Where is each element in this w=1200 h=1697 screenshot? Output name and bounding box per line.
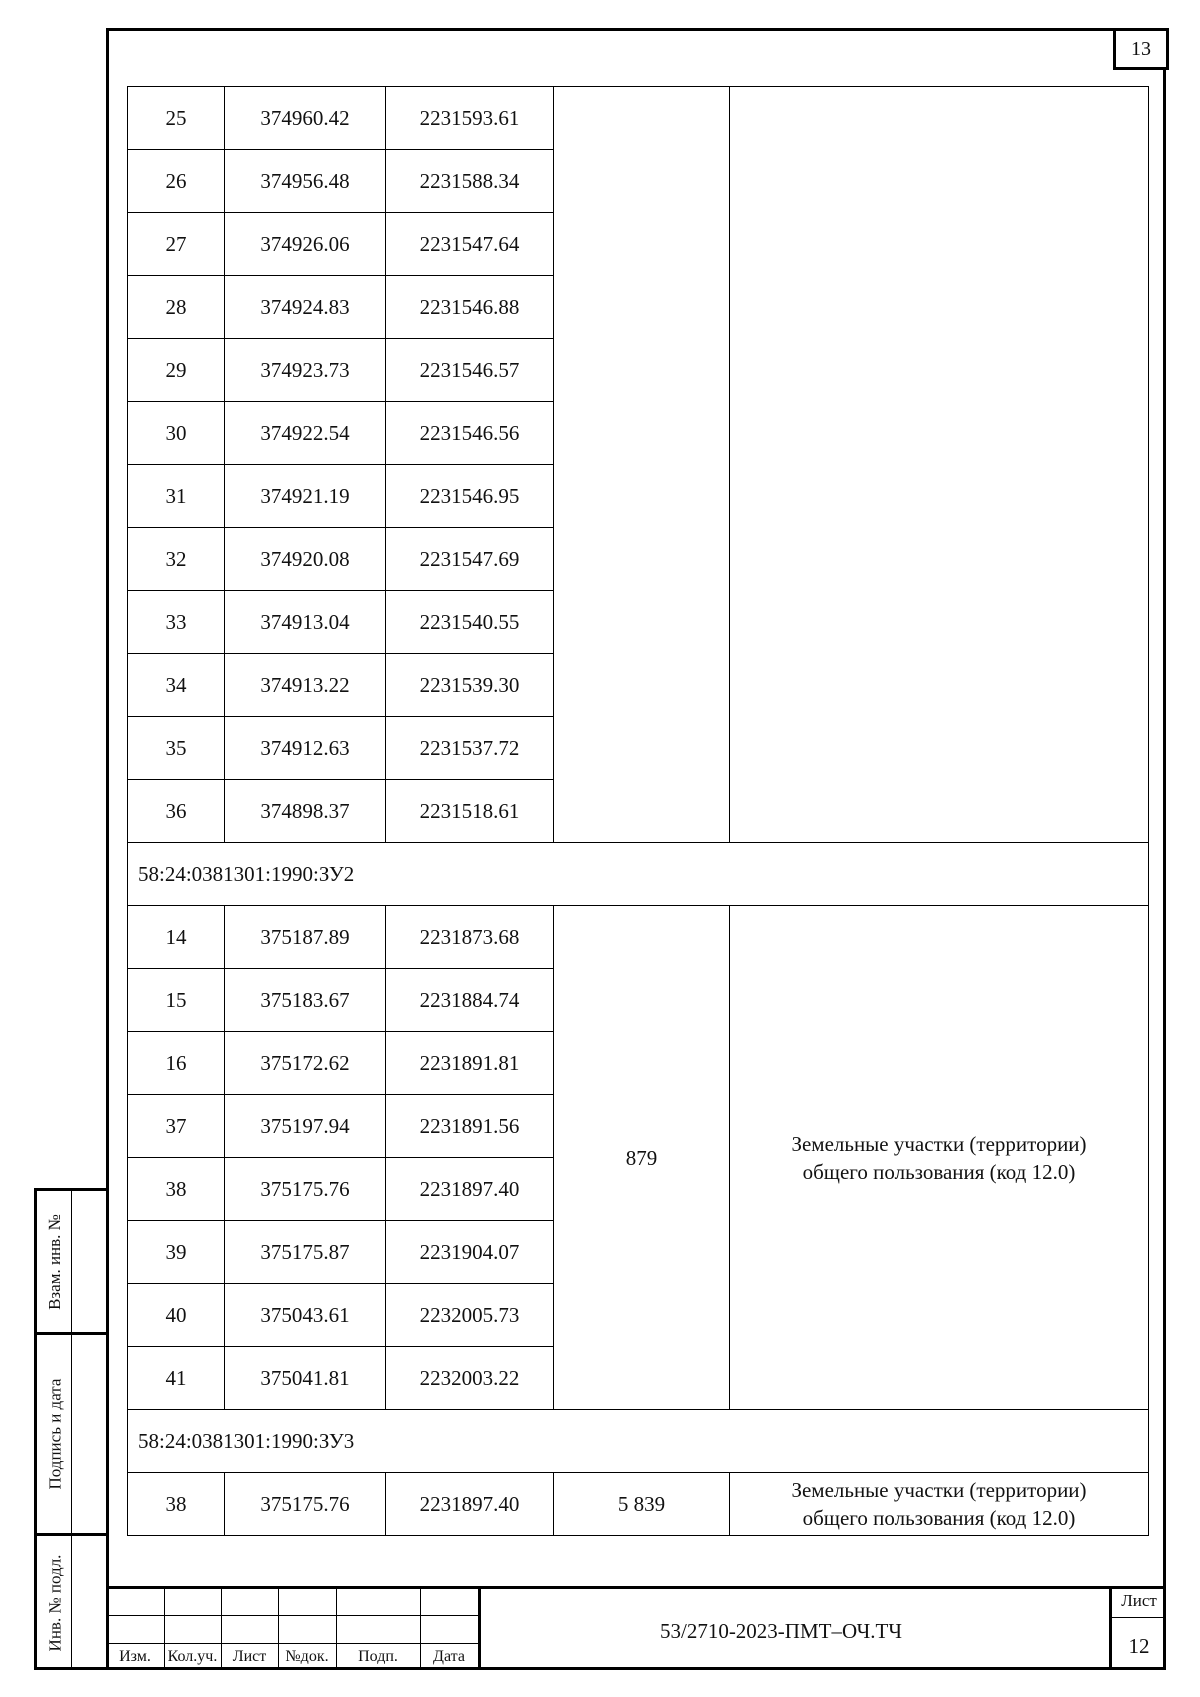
y-coordinate-cell: 2231546.88: [386, 276, 554, 339]
point-number-cell: 38: [128, 1158, 225, 1221]
y-coordinate-cell: 2231518.61: [386, 780, 554, 843]
sheet-label: Лист: [1121, 1591, 1157, 1610]
x-coordinate-cell: 374921.19: [225, 465, 386, 528]
point-number-cell: 35: [128, 717, 225, 780]
x-coordinate-cell: 375197.94: [225, 1095, 386, 1158]
inv-podl-label: Инв. № подл.: [45, 1554, 64, 1652]
x-coordinate-cell: 374956.48: [225, 150, 386, 213]
point-number-cell: 16: [128, 1032, 225, 1095]
parcel-header-row: [128, 843, 1149, 906]
permitted-use-line: Земельные участки (территории): [791, 1478, 1087, 1502]
col-list: Лист: [232, 1648, 267, 1665]
permitted-use-cell: [730, 906, 1149, 1410]
x-coordinate-cell: 374923.73: [225, 339, 386, 402]
point-number-cell: 36: [128, 780, 225, 843]
area-cell: [554, 87, 730, 843]
table-row: [128, 1473, 1149, 1536]
podpis-data-label: Подпись и дата: [45, 1378, 64, 1490]
y-coordinate-cell: 2231897.40: [386, 1158, 554, 1221]
parcel-id-cell: 58:24:0381301:1990:ЗУ2: [128, 843, 1149, 906]
point-number-cell: 14: [128, 906, 225, 969]
x-coordinate-cell: 375175.76: [225, 1158, 386, 1221]
point-number-cell: 32: [128, 528, 225, 591]
zam-inv-label: Взам. инв. №: [45, 1213, 64, 1310]
y-coordinate-cell: 2231547.69: [386, 528, 554, 591]
x-coordinate-cell: 374912.63: [225, 717, 386, 780]
x-coordinate-cell: 374898.37: [225, 780, 386, 843]
y-coordinate-cell: 2232003.22: [386, 1347, 554, 1410]
col-izm: Изм.: [119, 1648, 151, 1665]
x-coordinate-cell: 375043.61: [225, 1284, 386, 1347]
y-coordinate-cell: 2231540.55: [386, 591, 554, 654]
permitted-use-line: общего пользования (код 12.0): [802, 1506, 1076, 1530]
x-coordinate-cell: 375172.62: [225, 1032, 386, 1095]
area-cell: 5 839: [554, 1473, 730, 1536]
point-number-cell: 38: [128, 1473, 225, 1536]
permitted-use-line: Земельные участки (территории): [791, 1131, 1087, 1156]
permitted-use-cell: [730, 87, 1149, 843]
point-number-cell: 39: [128, 1221, 225, 1284]
y-coordinate-cell: 2231891.81: [386, 1032, 554, 1095]
x-coordinate-cell: 374913.22: [225, 654, 386, 717]
coordinates-table: [127, 86, 1149, 1536]
x-coordinate-cell: 374922.54: [225, 402, 386, 465]
col-kol-uch: Кол.уч.: [167, 1648, 218, 1665]
permitted-use-cell: [730, 1473, 1149, 1536]
title-block: [106, 1586, 1166, 1670]
y-coordinate-cell: 2231588.34: [386, 150, 554, 213]
x-coordinate-cell: 374913.04: [225, 591, 386, 654]
point-number-cell: 26: [128, 150, 225, 213]
point-number-cell: 31: [128, 465, 225, 528]
x-coordinate-cell: 374960.42: [225, 87, 386, 150]
x-coordinate-cell: 375183.67: [225, 969, 386, 1032]
document-code: 53/2710-2023-ПМТ–ОЧ.ТЧ: [659, 1618, 902, 1643]
point-number-cell: 25: [128, 87, 225, 150]
point-number-cell: 30: [128, 402, 225, 465]
x-coordinate-cell: 375187.89: [225, 906, 386, 969]
col-ndok: №док.: [285, 1648, 329, 1665]
point-number-cell: 40: [128, 1284, 225, 1347]
point-number-cell: 15: [128, 969, 225, 1032]
point-number-cell: 37: [128, 1095, 225, 1158]
page-number-top: 13: [1113, 28, 1169, 70]
y-coordinate-cell: 2231539.30: [386, 654, 554, 717]
y-coordinate-cell: 2231904.07: [386, 1221, 554, 1284]
sheet-number: 12: [1128, 1633, 1150, 1658]
y-coordinate-cell: 2231546.57: [386, 339, 554, 402]
x-coordinate-cell: 374926.06: [225, 213, 386, 276]
x-coordinate-cell: 375175.76: [225, 1473, 386, 1536]
y-coordinate-cell: 2231873.68: [386, 906, 554, 969]
point-number-cell: 29: [128, 339, 225, 402]
area-cell: 879: [554, 906, 730, 1410]
y-coordinate-cell: 2231593.61: [386, 87, 554, 150]
point-number-cell: 34: [128, 654, 225, 717]
table-row: [128, 906, 1149, 969]
y-coordinate-cell: 2231547.64: [386, 213, 554, 276]
side-row-podpis-data: [37, 1335, 106, 1536]
point-number-cell: 33: [128, 591, 225, 654]
side-stamp: [34, 1188, 106, 1670]
permitted-use-line: общего пользования (код 12.0): [802, 1159, 1076, 1184]
x-coordinate-cell: 374920.08: [225, 528, 386, 591]
y-coordinate-cell: 2231546.95: [386, 465, 554, 528]
side-row-inv-podl: [37, 1536, 106, 1670]
x-coordinate-cell: 375175.87: [225, 1221, 386, 1284]
y-coordinate-cell: 2231884.74: [386, 969, 554, 1032]
y-coordinate-cell: 2232005.73: [386, 1284, 554, 1347]
point-number-cell: 41: [128, 1347, 225, 1410]
parcel-id-cell: 58:24:0381301:1990:ЗУ3: [128, 1410, 1149, 1473]
table-row: [128, 87, 1149, 150]
x-coordinate-cell: 375041.81: [225, 1347, 386, 1410]
y-coordinate-cell: 2231891.56: [386, 1095, 554, 1158]
x-coordinate-cell: 374924.83: [225, 276, 386, 339]
col-podp: Подп.: [358, 1648, 398, 1665]
parcel-header-row: [128, 1410, 1149, 1473]
point-number-cell: 27: [128, 213, 225, 276]
y-coordinate-cell: 2231537.72: [386, 717, 554, 780]
side-row-zam-inv: [37, 1191, 106, 1335]
y-coordinate-cell: 2231897.40: [386, 1473, 554, 1536]
col-data: Дата: [433, 1648, 465, 1665]
y-coordinate-cell: 2231546.56: [386, 402, 554, 465]
point-number-cell: 28: [128, 276, 225, 339]
